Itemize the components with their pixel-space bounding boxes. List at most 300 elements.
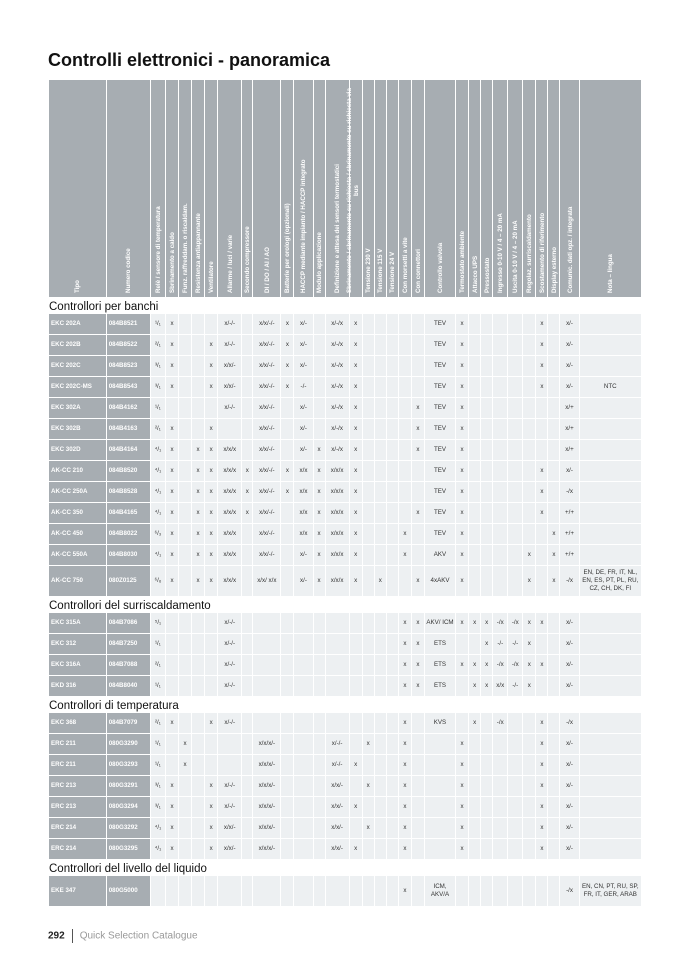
table-cell bbox=[374, 776, 386, 797]
table-cell bbox=[179, 314, 192, 335]
table-cell: x/- bbox=[560, 734, 579, 755]
table-cell: x bbox=[469, 613, 481, 634]
table-cell: x bbox=[242, 461, 253, 482]
table-cell bbox=[469, 335, 481, 356]
table-cell bbox=[536, 876, 548, 907]
table-cell bbox=[469, 818, 481, 839]
table-cell bbox=[242, 545, 253, 566]
table-cell: x bbox=[179, 734, 192, 755]
table-cell bbox=[579, 524, 641, 545]
table-cell: x/- bbox=[294, 335, 313, 356]
table-cell bbox=[469, 398, 481, 419]
table-cell: -/x bbox=[493, 655, 508, 676]
table-cell: x bbox=[349, 797, 362, 818]
table-cell: x/x/-/- bbox=[253, 419, 281, 440]
table-cell bbox=[579, 839, 641, 860]
column-header bbox=[523, 80, 536, 298]
table-cell: x bbox=[205, 839, 218, 860]
table-cell: ETS bbox=[424, 655, 455, 676]
table-cell bbox=[349, 634, 362, 655]
table-cell bbox=[242, 797, 253, 818]
table-cell: x bbox=[192, 503, 205, 524]
table-cell: x bbox=[411, 440, 424, 461]
table-cell bbox=[281, 634, 294, 655]
table-cell bbox=[192, 314, 205, 335]
table-cell: x/- bbox=[560, 818, 579, 839]
table-row bbox=[49, 545, 642, 566]
table-cell bbox=[242, 398, 253, 419]
table-cell bbox=[411, 356, 424, 377]
table-cell: TEV bbox=[424, 335, 455, 356]
column-header bbox=[481, 80, 493, 298]
table-cell: KVS bbox=[424, 713, 455, 734]
table-cell bbox=[349, 655, 362, 676]
table-cell bbox=[508, 356, 523, 377]
table-cell: TEV bbox=[424, 524, 455, 545]
table-cell bbox=[179, 440, 192, 461]
table-cell bbox=[179, 335, 192, 356]
table-cell: x bbox=[398, 613, 411, 634]
column-header bbox=[579, 80, 641, 298]
table-cell bbox=[179, 776, 192, 797]
table-cell: ²/₁ bbox=[150, 713, 165, 734]
column-header-label: Nota – lingua bbox=[607, 254, 615, 293]
table-cell: x bbox=[523, 655, 536, 676]
table-cell: x bbox=[398, 776, 411, 797]
table-cell bbox=[508, 734, 523, 755]
table-cell bbox=[386, 440, 398, 461]
table-cell bbox=[192, 776, 205, 797]
table-cell: x bbox=[411, 634, 424, 655]
table-cell: x/x/- bbox=[218, 356, 242, 377]
table-cell bbox=[456, 676, 469, 697]
table-cell bbox=[313, 839, 325, 860]
table-cell bbox=[374, 818, 386, 839]
column-header-label: HACCP mediante impianto / HACCP integrato bbox=[300, 159, 308, 293]
table-cell bbox=[242, 676, 253, 697]
table-cell: ⁴/₁ bbox=[150, 839, 165, 860]
table-cell bbox=[179, 482, 192, 503]
table-cell: x bbox=[398, 655, 411, 676]
table-cell bbox=[398, 398, 411, 419]
column-header bbox=[150, 80, 165, 298]
cell-code: 080G3291 bbox=[106, 776, 150, 797]
table-cell: -/x bbox=[508, 613, 523, 634]
cell-type: AK-CC 450 bbox=[49, 524, 106, 545]
table-row bbox=[49, 335, 642, 356]
table-cell: x/x bbox=[294, 482, 313, 503]
table-cell: x/x/-/- bbox=[253, 482, 281, 503]
table-cell: x bbox=[456, 356, 469, 377]
table-cell bbox=[469, 377, 481, 398]
table-cell bbox=[192, 876, 205, 907]
table-cell: ICM, AKV/A bbox=[424, 876, 455, 907]
table-cell bbox=[398, 461, 411, 482]
table-cell: x bbox=[281, 335, 294, 356]
table-cell: x/x/x bbox=[218, 482, 242, 503]
table-cell bbox=[242, 839, 253, 860]
table-cell bbox=[548, 634, 560, 655]
table-cell: x bbox=[536, 797, 548, 818]
cell-code: 080G3290 bbox=[106, 734, 150, 755]
cell-code: 084B4163 bbox=[106, 419, 150, 440]
table-cell bbox=[253, 634, 281, 655]
table-cell: x bbox=[523, 566, 536, 597]
table-cell: x bbox=[481, 634, 493, 655]
table-cell bbox=[523, 797, 536, 818]
table-cell bbox=[398, 440, 411, 461]
table-cell bbox=[362, 876, 374, 907]
column-header bbox=[242, 80, 253, 298]
table-cell bbox=[523, 503, 536, 524]
table-cell bbox=[548, 461, 560, 482]
table-cell bbox=[362, 398, 374, 419]
table-cell bbox=[349, 734, 362, 755]
table-cell: x bbox=[281, 314, 294, 335]
table-cell bbox=[281, 545, 294, 566]
table-cell bbox=[374, 377, 386, 398]
table-cell bbox=[579, 461, 641, 482]
table-cell bbox=[205, 398, 218, 419]
table-cell bbox=[374, 335, 386, 356]
table-cell bbox=[386, 839, 398, 860]
table-cell bbox=[281, 876, 294, 907]
table-cell bbox=[374, 734, 386, 755]
table-cell bbox=[579, 440, 641, 461]
table-cell bbox=[523, 755, 536, 776]
table-cell bbox=[411, 314, 424, 335]
column-header bbox=[374, 80, 386, 298]
column-header-label: Comunic. dati opz. / integrata bbox=[566, 206, 574, 293]
table-cell bbox=[579, 755, 641, 776]
table-cell bbox=[523, 356, 536, 377]
table-cell bbox=[165, 398, 178, 419]
table-cell bbox=[179, 461, 192, 482]
table-cell bbox=[579, 314, 641, 335]
table-cell: x bbox=[536, 755, 548, 776]
table-cell bbox=[579, 545, 641, 566]
table-cell: x/x/-/- bbox=[253, 314, 281, 335]
table-cell bbox=[386, 482, 398, 503]
table-cell: x/x/x bbox=[218, 545, 242, 566]
table-cell bbox=[281, 818, 294, 839]
table-cell bbox=[165, 613, 178, 634]
table-cell: ²/₁ bbox=[150, 419, 165, 440]
table-cell: x bbox=[165, 503, 178, 524]
table-cell bbox=[481, 818, 493, 839]
table-row bbox=[49, 676, 642, 697]
table-cell bbox=[242, 613, 253, 634]
table-cell bbox=[548, 613, 560, 634]
column-header-label: Ingresso 0-10 V / 4 – 20 mA bbox=[497, 213, 505, 293]
table-cell bbox=[362, 482, 374, 503]
column-header-label: Termostato ambiente bbox=[459, 230, 467, 293]
table-cell: x bbox=[165, 839, 178, 860]
table-cell bbox=[493, 876, 508, 907]
table-cell: x bbox=[205, 713, 218, 734]
table-cell: x bbox=[165, 314, 178, 335]
cell-code: 084B4162 bbox=[106, 398, 150, 419]
table-cell bbox=[386, 776, 398, 797]
table-cell: x/x bbox=[294, 503, 313, 524]
table-cell: x/- bbox=[294, 398, 313, 419]
table-cell: x/-/x bbox=[325, 335, 349, 356]
table-cell bbox=[493, 419, 508, 440]
column-header-label: Uscita 0-10 V / 4 – 20 mA bbox=[512, 220, 520, 293]
table-cell: x bbox=[469, 713, 481, 734]
column-header-label: Pressostato bbox=[483, 257, 491, 293]
cell-type: EKC 302B bbox=[49, 419, 106, 440]
table-cell: x/-/x bbox=[325, 314, 349, 335]
table-cell bbox=[469, 503, 481, 524]
table-cell bbox=[469, 419, 481, 440]
table-cell: x bbox=[165, 524, 178, 545]
table-cell: x bbox=[242, 482, 253, 503]
table-cell: -/x bbox=[493, 713, 508, 734]
table-cell bbox=[548, 755, 560, 776]
table-cell bbox=[493, 818, 508, 839]
table-cell bbox=[294, 634, 313, 655]
table-cell bbox=[411, 839, 424, 860]
table-cell bbox=[192, 839, 205, 860]
table-cell bbox=[481, 419, 493, 440]
table-cell bbox=[536, 545, 548, 566]
table-cell bbox=[281, 503, 294, 524]
table-cell bbox=[386, 613, 398, 634]
table-cell: x bbox=[398, 545, 411, 566]
table-cell bbox=[548, 335, 560, 356]
table-cell bbox=[179, 613, 192, 634]
table-cell: x bbox=[205, 440, 218, 461]
table-cell: x bbox=[536, 314, 548, 335]
table-cell: x/x/- bbox=[218, 818, 242, 839]
table-cell bbox=[179, 713, 192, 734]
cell-type: EKC 315A bbox=[49, 613, 106, 634]
table-cell: x bbox=[281, 356, 294, 377]
table-cell bbox=[362, 755, 374, 776]
table-cell bbox=[493, 377, 508, 398]
table-cell bbox=[386, 566, 398, 597]
table-cell bbox=[325, 655, 349, 676]
table-cell bbox=[313, 398, 325, 419]
table-cell: x/-/- bbox=[218, 713, 242, 734]
table-cell: x/- bbox=[560, 356, 579, 377]
table-cell: x/x/x/- bbox=[253, 776, 281, 797]
table-cell: +/+ bbox=[560, 545, 579, 566]
cell-code: 084B8523 bbox=[106, 356, 150, 377]
table-row bbox=[49, 440, 642, 461]
table-cell bbox=[386, 734, 398, 755]
table-cell: ⁶/₃ bbox=[150, 524, 165, 545]
table-cell: x bbox=[536, 461, 548, 482]
table-cell: x bbox=[456, 482, 469, 503]
cell-code: 080G5000 bbox=[106, 876, 150, 907]
table-cell: AKV bbox=[424, 545, 455, 566]
column-header-label: Con morsetti a vite bbox=[401, 237, 409, 293]
table-cell: x bbox=[548, 566, 560, 597]
column-header bbox=[424, 80, 455, 298]
table-cell bbox=[548, 876, 560, 907]
table-cell bbox=[579, 634, 641, 655]
table-cell: x bbox=[349, 566, 362, 597]
column-header-label: Con connettori bbox=[414, 249, 422, 293]
table-cell bbox=[424, 755, 455, 776]
table-cell: x bbox=[205, 545, 218, 566]
column-header-label: Resistenza antiappannante bbox=[195, 213, 203, 293]
column-header bbox=[205, 80, 218, 298]
table-cell bbox=[493, 566, 508, 597]
table-cell: x bbox=[536, 356, 548, 377]
table-cell bbox=[508, 419, 523, 440]
table-cell: x bbox=[281, 482, 294, 503]
table-cell bbox=[281, 419, 294, 440]
table-row bbox=[49, 755, 642, 776]
table-cell bbox=[411, 876, 424, 907]
table-cell bbox=[469, 839, 481, 860]
table-cell bbox=[362, 503, 374, 524]
table-cell bbox=[386, 524, 398, 545]
table-cell bbox=[374, 676, 386, 697]
table-cell bbox=[179, 655, 192, 676]
table-cell bbox=[523, 818, 536, 839]
table-cell bbox=[481, 314, 493, 335]
table-cell: x/x/-/- bbox=[253, 503, 281, 524]
table-cell: x/-/- bbox=[218, 776, 242, 797]
table-cell bbox=[508, 503, 523, 524]
table-cell bbox=[313, 377, 325, 398]
table-cell: x bbox=[205, 524, 218, 545]
table-cell bbox=[508, 545, 523, 566]
header-row bbox=[49, 80, 642, 298]
cell-code: 084B7079 bbox=[106, 713, 150, 734]
table-cell: -/- bbox=[508, 676, 523, 697]
table-cell bbox=[349, 818, 362, 839]
table-cell bbox=[481, 503, 493, 524]
table-cell: x bbox=[349, 503, 362, 524]
table-cell bbox=[192, 613, 205, 634]
table-cell: x bbox=[349, 356, 362, 377]
table-cell: x bbox=[456, 566, 469, 597]
table-cell bbox=[523, 461, 536, 482]
table-cell: x bbox=[411, 613, 424, 634]
table-cell bbox=[294, 755, 313, 776]
cell-type: AK-CC 350 bbox=[49, 503, 106, 524]
table-cell bbox=[579, 797, 641, 818]
table-cell bbox=[398, 482, 411, 503]
table-cell: x bbox=[536, 503, 548, 524]
table-cell bbox=[523, 440, 536, 461]
column-header bbox=[398, 80, 411, 298]
table-cell bbox=[374, 482, 386, 503]
table-row bbox=[49, 655, 642, 676]
cell-code: 084B8521 bbox=[106, 314, 150, 335]
table-cell bbox=[374, 839, 386, 860]
column-header-label: Controllo valvola bbox=[437, 242, 444, 293]
table-cell: x bbox=[456, 734, 469, 755]
table-cell: x bbox=[313, 461, 325, 482]
table-cell bbox=[218, 419, 242, 440]
table-cell: ³/₁ bbox=[150, 797, 165, 818]
table-cell bbox=[313, 419, 325, 440]
table-cell bbox=[294, 797, 313, 818]
table-cell bbox=[349, 776, 362, 797]
table-cell bbox=[508, 839, 523, 860]
table-cell: x/- bbox=[294, 440, 313, 461]
table-row bbox=[49, 613, 642, 634]
table-cell bbox=[386, 713, 398, 734]
column-header-label: Tensione 230 V bbox=[365, 248, 373, 293]
table-cell: x bbox=[456, 818, 469, 839]
table-cell bbox=[242, 314, 253, 335]
table-cell: x bbox=[523, 676, 536, 697]
table-cell: x bbox=[362, 776, 374, 797]
table-cell bbox=[386, 461, 398, 482]
table-cell bbox=[398, 377, 411, 398]
table-cell bbox=[469, 797, 481, 818]
table-cell: EN, DE, FR, IT, NL, EN, ES, PT, PL, RU, CZ, CH, DK, FI bbox=[579, 566, 641, 597]
column-header bbox=[560, 80, 579, 298]
table-cell: x/-/x bbox=[325, 440, 349, 461]
column-header bbox=[294, 80, 313, 298]
table-cell bbox=[205, 314, 218, 335]
table-cell: x bbox=[165, 713, 178, 734]
table-cell bbox=[165, 876, 178, 907]
table-cell bbox=[579, 419, 641, 440]
table-cell bbox=[469, 755, 481, 776]
cell-code: 084B7088 bbox=[106, 655, 150, 676]
table-cell bbox=[386, 755, 398, 776]
table-cell: ²/₁ bbox=[150, 335, 165, 356]
table-cell bbox=[294, 876, 313, 907]
table-cell bbox=[579, 503, 641, 524]
table-cell: x/x/x bbox=[218, 461, 242, 482]
cell-type: EKC 302A bbox=[49, 398, 106, 419]
table-cell bbox=[386, 398, 398, 419]
table-cell: ²/₁ bbox=[150, 655, 165, 676]
table-cell: x/-/- bbox=[218, 613, 242, 634]
table-cell bbox=[349, 676, 362, 697]
table-cell: TEV bbox=[424, 461, 455, 482]
table-cell bbox=[469, 634, 481, 655]
table-cell bbox=[253, 713, 281, 734]
table-cell bbox=[313, 755, 325, 776]
table-cell bbox=[548, 839, 560, 860]
table-row bbox=[49, 634, 642, 655]
table-cell bbox=[536, 524, 548, 545]
table-cell bbox=[281, 676, 294, 697]
table-cell: x bbox=[456, 503, 469, 524]
table-cell: x bbox=[398, 818, 411, 839]
table-cell bbox=[536, 634, 548, 655]
table-cell: x bbox=[205, 482, 218, 503]
table-cell bbox=[386, 314, 398, 335]
footer-divider bbox=[72, 929, 73, 943]
table-cell bbox=[313, 314, 325, 335]
table-cell bbox=[424, 797, 455, 818]
table-cell: x bbox=[456, 398, 469, 419]
table-cell bbox=[362, 797, 374, 818]
table-cell bbox=[165, 634, 178, 655]
table-row bbox=[49, 377, 642, 398]
table-cell bbox=[179, 566, 192, 597]
table-cell bbox=[386, 818, 398, 839]
table-cell: ¹/₁ bbox=[150, 755, 165, 776]
cell-type: ERC 214 bbox=[49, 818, 106, 839]
table-cell: TEV bbox=[424, 419, 455, 440]
table-cell: x/-/- bbox=[218, 398, 242, 419]
table-cell: x bbox=[398, 797, 411, 818]
table-cell bbox=[481, 755, 493, 776]
